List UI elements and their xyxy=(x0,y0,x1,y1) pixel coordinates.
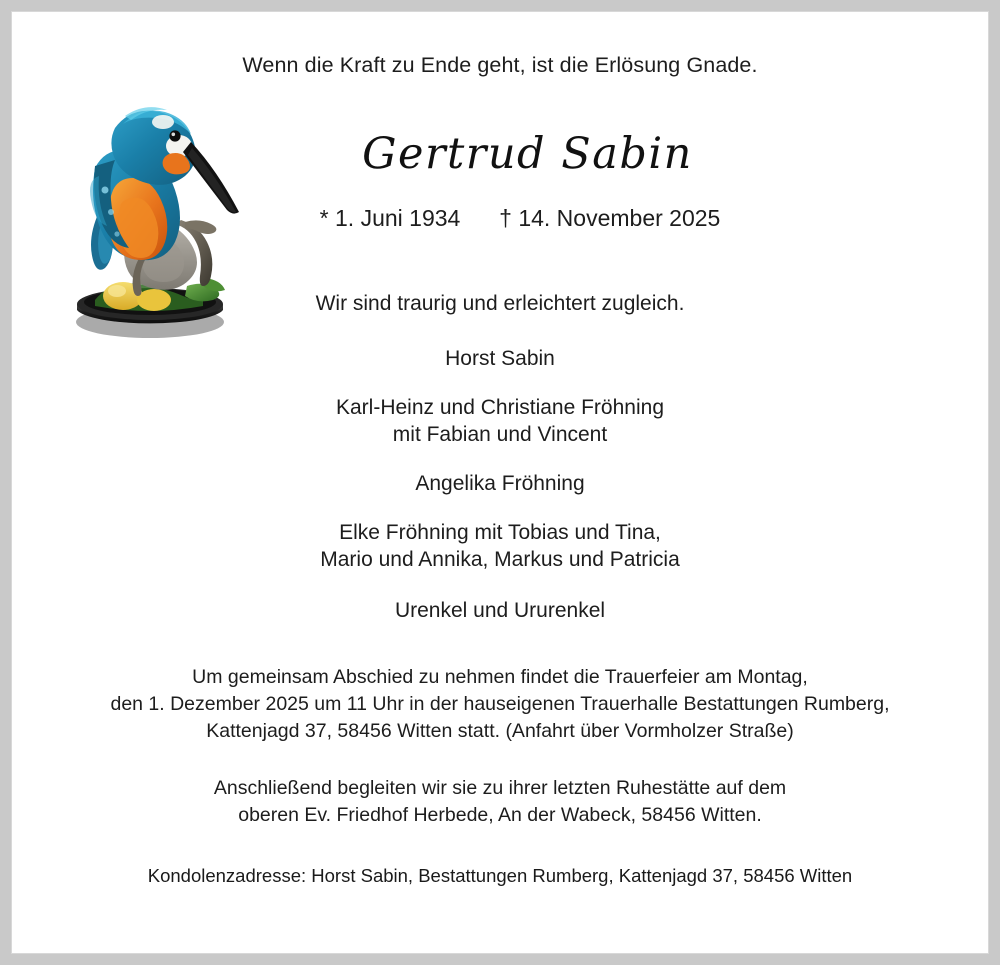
died-date: 14. November 2025 xyxy=(518,205,721,231)
ceremony-details xyxy=(12,664,988,745)
burial-line: Anschließend begleiten wir sie zu ihrer letzten Ruhestätte auf dem xyxy=(213,777,787,799)
obituary-body xyxy=(12,290,988,889)
mourner-line: mit Fabian und Vincent xyxy=(392,423,608,446)
deceased-name: Gertrud Sabin xyxy=(362,129,693,179)
burial-line: oberen Ev. Friedhof Herbede, An der Wabeck, 58456 Witten. xyxy=(238,804,762,826)
died-symbol: † xyxy=(499,205,512,231)
born-symbol: * xyxy=(319,205,329,231)
mourner-line: Elke Fröhning mit Tobias und Tina, xyxy=(339,521,661,544)
life-dates xyxy=(12,205,988,232)
intro-text: Wir sind traurig und erleichtert zugleich. xyxy=(315,292,685,315)
mourner-line: Karl-Heinz und Christiane Fröhning xyxy=(336,396,664,419)
motto-text: Wenn die Kraft zu Ende geht, ist die Erlösung Gnade. xyxy=(242,53,758,77)
mourner-line: Urenkel und Ururenkel xyxy=(394,599,606,622)
ceremony-line: Um gemeinsam Abschied zu nehmen findet die Trauerfeier am Montag, xyxy=(192,666,808,688)
ceremony-line: den 1. Dezember 2025 um 11 Uhr in der hauseigenen Trauerhalle Bestattungen Rumberg, xyxy=(110,693,890,715)
mourner-group-4 xyxy=(12,519,988,573)
burial-details xyxy=(12,775,988,829)
condolence-address: Kondolenzadresse: Horst Sabin, Bestattungen Rumberg, Kattenjagd 37, 58456 Witten xyxy=(147,865,853,886)
mourner-group-3 xyxy=(12,470,988,497)
mourner-line: Mario und Annika, Markus und Patricia xyxy=(320,548,680,571)
born-date: 1. Juni 1934 xyxy=(335,205,461,231)
mourner-group-1 xyxy=(12,345,988,372)
mourner-line: Angelika Fröhning xyxy=(415,472,585,495)
ceremony-line: Kattenjagd 37, 58456 Witten statt. (Anfahrt über Vormholzer Straße) xyxy=(206,720,794,742)
mourner-group-5 xyxy=(12,597,988,624)
obituary-card xyxy=(11,11,989,954)
mourner-line: Horst Sabin xyxy=(445,347,555,370)
mourner-group-2 xyxy=(12,394,988,448)
